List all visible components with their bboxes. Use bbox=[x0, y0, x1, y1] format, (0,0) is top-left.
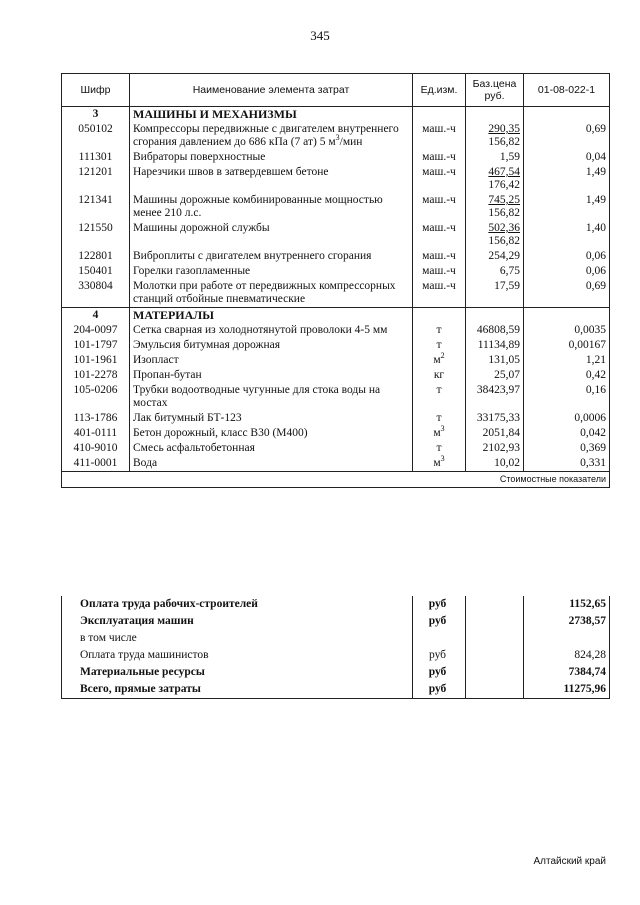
total-unit: руб bbox=[413, 664, 466, 681]
resource-name-cell bbox=[130, 165, 413, 193]
unit-cell bbox=[413, 279, 466, 308]
norm-value: 1,49 bbox=[524, 193, 610, 221]
norm-value: 0,69 bbox=[524, 279, 610, 308]
unit-cell bbox=[413, 353, 466, 368]
norm-value: 0,42 bbox=[524, 368, 610, 383]
resource-name: Трубки водоотводные чугунные для стока воды на мостах bbox=[133, 384, 381, 409]
resource-name-cell bbox=[130, 122, 413, 150]
resource-name: Вибраторы поверхностные bbox=[133, 151, 266, 163]
unit-superscript: 2 bbox=[440, 351, 445, 361]
unit-cell bbox=[413, 150, 466, 165]
resource-name-cell bbox=[130, 264, 413, 279]
unit: т bbox=[436, 384, 442, 396]
unit-cell bbox=[413, 193, 466, 221]
base-price: 10,02 bbox=[494, 457, 520, 469]
base-price: 467,54 bbox=[488, 166, 520, 178]
section-number: 3 bbox=[62, 107, 130, 123]
unit: маш.-ч bbox=[422, 166, 456, 178]
unit: т bbox=[436, 412, 442, 424]
total-unit: руб bbox=[413, 596, 466, 613]
unit: кг bbox=[433, 369, 445, 381]
unit: маш.-ч bbox=[422, 265, 456, 277]
total-row bbox=[62, 664, 610, 681]
total-row bbox=[62, 613, 610, 630]
resource-name-cell bbox=[130, 338, 413, 353]
norm-value: 0,04 bbox=[524, 150, 610, 165]
total-unit bbox=[413, 630, 466, 647]
total-label: Материальные ресурсы bbox=[62, 664, 413, 681]
section-header-row bbox=[62, 308, 610, 324]
base-price: 11134,89 bbox=[477, 339, 520, 351]
empty-cell bbox=[466, 596, 524, 613]
unit: м bbox=[433, 457, 441, 469]
table-row bbox=[62, 150, 610, 165]
table-row bbox=[62, 383, 610, 411]
resource-code: 101-1961 bbox=[62, 353, 130, 368]
total-unit: руб bbox=[413, 613, 466, 630]
header-norm: 01-08-022-1 bbox=[524, 74, 610, 107]
total-unit: руб bbox=[413, 681, 466, 699]
empty-cell bbox=[524, 107, 610, 123]
price-cell bbox=[466, 456, 524, 472]
unit: м bbox=[433, 354, 441, 366]
base-price: 254,29 bbox=[488, 250, 520, 262]
resource-name-cell bbox=[130, 249, 413, 264]
resource-name: Сетка сварная из холоднотянутой проволоки 4-5 мм bbox=[133, 324, 388, 336]
total-value: 824,28 bbox=[524, 647, 610, 664]
resource-code: 111301 bbox=[62, 150, 130, 165]
table-row bbox=[62, 249, 610, 264]
resource-code: 204-0097 bbox=[62, 323, 130, 338]
unit-cell bbox=[413, 368, 466, 383]
labor-price: 156,82 bbox=[488, 207, 520, 219]
base-price: 745,25 bbox=[488, 194, 520, 206]
cost-indicators-row bbox=[62, 472, 610, 488]
header-name: Наименование элемента затрат bbox=[130, 74, 413, 107]
resource-name: Бетон дорожный, класс В30 (М400) bbox=[133, 427, 308, 439]
table-row bbox=[62, 264, 610, 279]
resource-name-cell bbox=[130, 456, 413, 472]
base-price: 290,35 bbox=[488, 123, 520, 135]
norm-value: 0,16 bbox=[524, 383, 610, 411]
unit-cell bbox=[413, 338, 466, 353]
resource-name-cell bbox=[130, 279, 413, 308]
resource-name: Эмульсия битумная дорожная bbox=[133, 339, 281, 351]
base-price: 1,59 bbox=[499, 151, 520, 163]
resource-name-cell bbox=[130, 193, 413, 221]
resource-code: 121201 bbox=[62, 165, 130, 193]
norm-value: 0,69 bbox=[524, 122, 610, 150]
resource-code: 122801 bbox=[62, 249, 130, 264]
unit: маш.-ч bbox=[422, 194, 456, 206]
resource-name: Горелки газопламенные bbox=[133, 265, 251, 277]
resource-name-cell bbox=[130, 411, 413, 426]
unit: т bbox=[436, 442, 442, 454]
table-row bbox=[62, 221, 610, 249]
resource-code: 401-0111 bbox=[62, 426, 130, 441]
unit-cell bbox=[413, 426, 466, 441]
resource-code: 113-1786 bbox=[62, 411, 130, 426]
resource-name: Смесь асфальтобетонная bbox=[133, 442, 255, 454]
price-cell bbox=[466, 323, 524, 338]
norm-value: 0,369 bbox=[524, 441, 610, 456]
norm-value: 0,331 bbox=[524, 456, 610, 472]
page-number: 345 bbox=[310, 28, 330, 43]
resource-code: 411-0001 bbox=[62, 456, 130, 472]
total-row bbox=[62, 681, 610, 699]
resource-name: Нарезчики швов в затвердевшем бетоне bbox=[133, 166, 329, 178]
resource-name-cell bbox=[130, 383, 413, 411]
total-value: 7384,74 bbox=[524, 664, 610, 681]
cost-indicators-label: Стоимостные показатели bbox=[62, 472, 610, 488]
resource-name-cell bbox=[130, 426, 413, 441]
unit-superscript: 3 bbox=[440, 424, 445, 434]
total-row bbox=[62, 596, 610, 613]
resource-name: Машины дорожной службы bbox=[133, 222, 270, 234]
norm-value: 0,00167 bbox=[524, 338, 610, 353]
header-unit: Ед.изм. bbox=[413, 74, 466, 107]
unit-cell bbox=[413, 249, 466, 264]
price-cell bbox=[466, 279, 524, 308]
unit-cell bbox=[413, 441, 466, 456]
unit-cell bbox=[413, 221, 466, 249]
header-code: Шифр bbox=[62, 74, 130, 107]
price-cell bbox=[466, 264, 524, 279]
norm-value: 0,0035 bbox=[524, 323, 610, 338]
empty-cell bbox=[466, 647, 524, 664]
base-price: 33175,33 bbox=[476, 412, 520, 424]
price-cell bbox=[466, 426, 524, 441]
norm-value: 1,21 bbox=[524, 353, 610, 368]
price-cell bbox=[466, 193, 524, 221]
resource-code: 121550 bbox=[62, 221, 130, 249]
resource-code: 105-0206 bbox=[62, 383, 130, 411]
base-price: 46808,59 bbox=[476, 324, 520, 336]
unit: маш.-ч bbox=[422, 280, 456, 292]
unit-cell bbox=[413, 456, 466, 472]
table-row bbox=[62, 368, 610, 383]
table-row bbox=[62, 279, 610, 308]
resource-name-cell bbox=[130, 368, 413, 383]
resource-name: Компрессоры передвижные с двигателем внутреннего сгорания давлением до 686 кПа (7 ат) 5 м bbox=[133, 123, 399, 148]
labor-price: 156,82 bbox=[488, 136, 520, 148]
resource-table bbox=[61, 73, 610, 488]
price-cell bbox=[466, 165, 524, 193]
total-unit: руб bbox=[413, 647, 466, 664]
price-cell bbox=[466, 411, 524, 426]
section-header-row bbox=[62, 107, 610, 123]
base-price: 25,07 bbox=[494, 369, 520, 381]
total-label: Эксплуатация машин bbox=[62, 613, 413, 630]
resource-name: Лак битумный БТ-123 bbox=[133, 412, 242, 424]
region-footer: Алтайский край bbox=[533, 856, 606, 867]
resource-name-cell bbox=[130, 150, 413, 165]
resource-name: Изопласт bbox=[133, 354, 179, 366]
total-row bbox=[62, 630, 610, 647]
table-row bbox=[62, 441, 610, 456]
resource-code: 101-2278 bbox=[62, 368, 130, 383]
base-price: 131,05 bbox=[488, 354, 520, 366]
unit: м bbox=[433, 427, 441, 439]
price-cell bbox=[466, 150, 524, 165]
resource-code: 050102 bbox=[62, 122, 130, 150]
section-title: МАТЕРИАЛЫ bbox=[130, 308, 413, 324]
norm-value: 1,49 bbox=[524, 165, 610, 193]
section-title: МАШИНЫ И МЕХАНИЗМЫ bbox=[130, 107, 413, 123]
base-price: 38423,97 bbox=[476, 384, 520, 396]
price-cell bbox=[466, 383, 524, 411]
totals-table bbox=[61, 596, 610, 699]
norm-value: 0,06 bbox=[524, 264, 610, 279]
unit: т bbox=[436, 339, 442, 351]
total-value: 2738,57 bbox=[524, 613, 610, 630]
table-row bbox=[62, 323, 610, 338]
total-label: Оплата труда рабочих-строителей bbox=[62, 596, 413, 613]
norm-value: 1,40 bbox=[524, 221, 610, 249]
unit-cell bbox=[413, 323, 466, 338]
unit-cell bbox=[413, 122, 466, 150]
unit-cell bbox=[413, 411, 466, 426]
unit: т bbox=[436, 324, 442, 336]
table-row bbox=[62, 353, 610, 368]
base-price: 2102,93 bbox=[482, 442, 520, 454]
resource-name-cell bbox=[130, 441, 413, 456]
resource-name: Машины дорожные комбинированные мощностью менее 210 л.с. bbox=[133, 194, 383, 219]
section-number: 4 bbox=[62, 308, 130, 324]
empty-cell bbox=[466, 630, 524, 647]
table-row bbox=[62, 122, 610, 150]
resource-name-cell bbox=[130, 353, 413, 368]
empty-cell bbox=[466, 681, 524, 699]
base-price: 6,75 bbox=[499, 265, 520, 277]
base-price: 2051,84 bbox=[482, 427, 520, 439]
empty-cell bbox=[413, 107, 466, 123]
total-label: в том числе bbox=[62, 630, 413, 647]
total-label: Всего, прямые затраты bbox=[62, 681, 413, 699]
total-row bbox=[62, 647, 610, 664]
table-row bbox=[62, 456, 610, 472]
name-tail: /мин bbox=[339, 136, 363, 148]
labor-price: 156,82 bbox=[488, 235, 520, 247]
resource-code: 410-9010 bbox=[62, 441, 130, 456]
total-value: 1152,65 bbox=[524, 596, 610, 613]
unit: маш.-ч bbox=[422, 151, 456, 163]
norm-value: 0,042 bbox=[524, 426, 610, 441]
empty-cell bbox=[524, 308, 610, 324]
empty-cell bbox=[466, 613, 524, 630]
base-price: 17,59 bbox=[494, 280, 520, 292]
resource-name-cell bbox=[130, 323, 413, 338]
name-superscript: 3 bbox=[335, 133, 340, 143]
resource-name: Виброплиты с двигателем внутреннего сгорания bbox=[133, 250, 372, 262]
unit-superscript: 3 bbox=[440, 454, 445, 464]
price-cell bbox=[466, 221, 524, 249]
total-label: Оплата труда машинистов bbox=[62, 647, 413, 664]
table-row bbox=[62, 426, 610, 441]
price-cell bbox=[466, 338, 524, 353]
norm-value: 0,0006 bbox=[524, 411, 610, 426]
unit-cell bbox=[413, 165, 466, 193]
empty-cell bbox=[466, 107, 524, 123]
empty-cell bbox=[413, 308, 466, 324]
resource-name: Молотки при работе от передвижных компрессорных станций отбойные пневматические bbox=[133, 280, 396, 305]
norm-value: 0,06 bbox=[524, 249, 610, 264]
resource-code: 121341 bbox=[62, 193, 130, 221]
resource-code: 330804 bbox=[62, 279, 130, 308]
table-row bbox=[62, 165, 610, 193]
price-cell bbox=[466, 368, 524, 383]
totals-body bbox=[62, 596, 610, 699]
header-price: Баз.цена руб. bbox=[466, 74, 524, 107]
labor-price: 176,42 bbox=[488, 179, 520, 191]
unit-cell bbox=[413, 264, 466, 279]
resource-code: 150401 bbox=[62, 264, 130, 279]
table-row bbox=[62, 338, 610, 353]
unit: маш.-ч bbox=[422, 123, 456, 135]
unit-cell bbox=[413, 383, 466, 411]
table-header-row bbox=[62, 74, 610, 107]
unit: маш.-ч bbox=[422, 250, 456, 262]
table-row bbox=[62, 411, 610, 426]
total-value: 11275,96 bbox=[524, 681, 610, 699]
base-price: 502,36 bbox=[488, 222, 520, 234]
price-cell bbox=[466, 249, 524, 264]
price-cell bbox=[466, 441, 524, 456]
price-cell bbox=[466, 122, 524, 150]
empty-cell bbox=[466, 664, 524, 681]
total-value bbox=[524, 630, 610, 647]
price-cell bbox=[466, 353, 524, 368]
resource-name: Пропан-бутан bbox=[133, 369, 202, 381]
resource-code: 101-1797 bbox=[62, 338, 130, 353]
unit: маш.-ч bbox=[422, 222, 456, 234]
resource-name-cell bbox=[130, 221, 413, 249]
resource-name: Вода bbox=[133, 457, 158, 469]
table-body bbox=[62, 107, 610, 488]
table-row bbox=[62, 193, 610, 221]
empty-cell bbox=[466, 308, 524, 324]
